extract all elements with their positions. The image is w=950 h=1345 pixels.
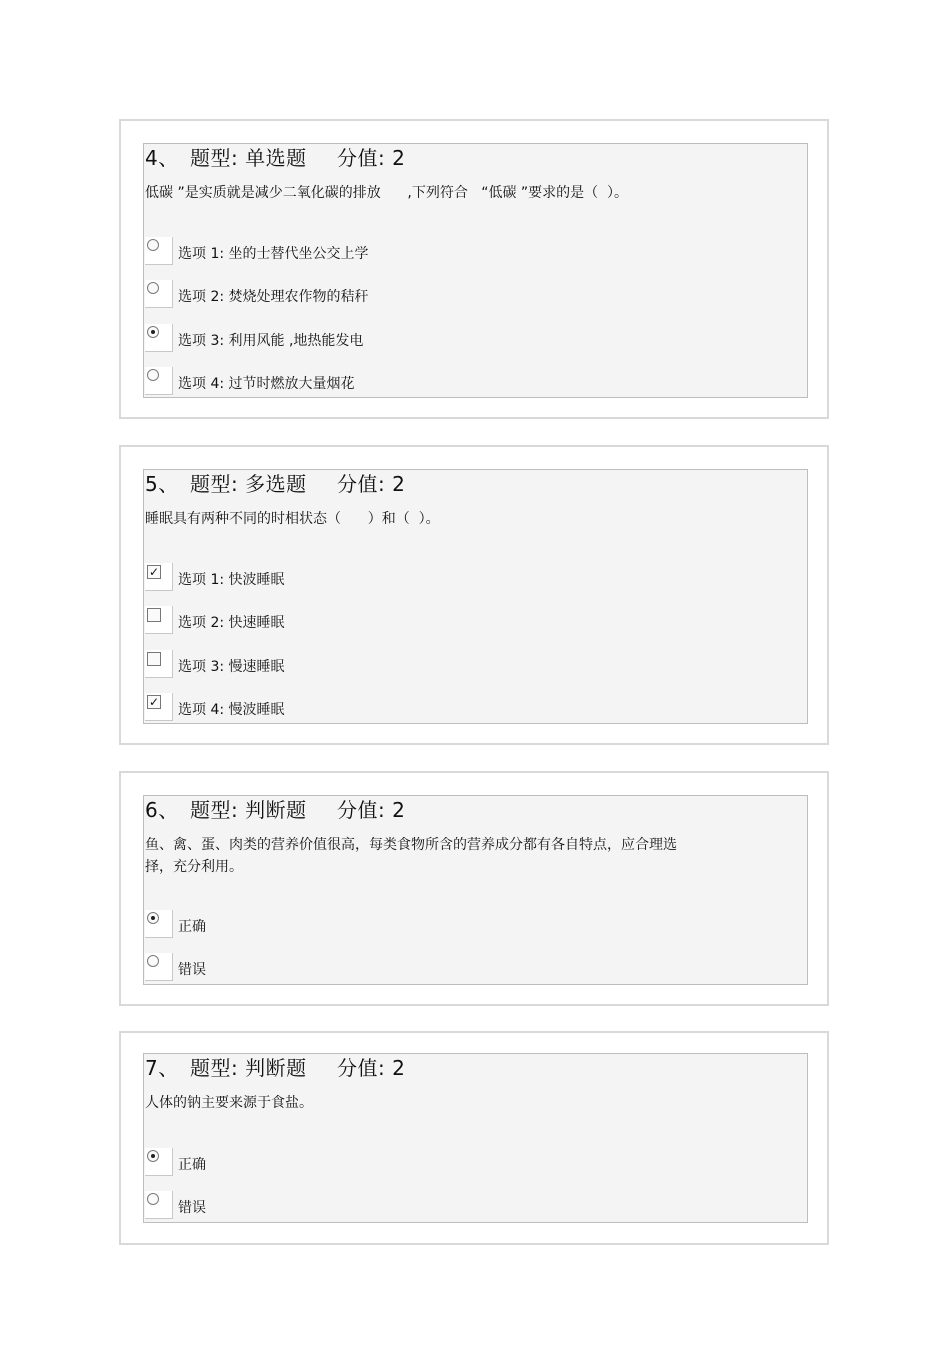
radio-unchecked-icon bbox=[147, 369, 159, 381]
option-true[interactable] bbox=[144, 1148, 544, 1178]
question-header bbox=[145, 146, 405, 170]
option-4[interactable] bbox=[144, 693, 544, 723]
question-type: 题型: 多选题 bbox=[190, 472, 307, 496]
question-header bbox=[145, 798, 405, 822]
question-text: 人体的钠主要来源于食盐。 bbox=[145, 1095, 313, 1111]
question-score: 分值: 2 bbox=[337, 472, 406, 496]
option-2[interactable] bbox=[144, 280, 544, 310]
radio-button[interactable] bbox=[145, 280, 173, 308]
question-type: 题型: 判断题 bbox=[190, 1056, 307, 1080]
option-2[interactable] bbox=[144, 606, 544, 636]
question-panel-4 bbox=[143, 143, 808, 398]
option-label: 选项 1: 坐的士替代坐公交上学 bbox=[178, 246, 369, 262]
option-label: 正确 bbox=[178, 919, 206, 935]
checkbox-checked-icon: ✓ bbox=[148, 565, 160, 579]
question-card-5 bbox=[119, 445, 829, 745]
option-false[interactable] bbox=[144, 953, 544, 983]
checkbox-checked-icon: ✓ bbox=[148, 695, 160, 709]
option-label: 选项 3: 利用风能 ,地热能发电 bbox=[178, 333, 364, 349]
question-header bbox=[145, 1056, 405, 1080]
question-number: 7、 bbox=[145, 1056, 179, 1080]
question-score: 分值: 2 bbox=[337, 1056, 406, 1080]
question-type: 题型: 单选题 bbox=[190, 146, 307, 170]
question-text: 鱼、禽、蛋、肉类的营养价值很高，每类食物所含的营养成分都有各自特点，应合理选 择，充分利用。 bbox=[145, 837, 677, 875]
question-number: 4、 bbox=[145, 146, 179, 170]
radio-checked-icon bbox=[147, 912, 159, 924]
question-text: 低碳 ”是实质就是减少二氧化碳的排放 ,下列符合 “低碳 ”要求的是（ ）。 bbox=[145, 185, 629, 201]
question-score: 分值: 2 bbox=[337, 798, 406, 822]
option-4[interactable] bbox=[144, 367, 544, 397]
radio-button[interactable] bbox=[145, 910, 173, 938]
question-score: 分值: 2 bbox=[337, 146, 406, 170]
option-1[interactable] bbox=[144, 563, 544, 593]
question-number: 5、 bbox=[145, 472, 179, 496]
question-card-4 bbox=[119, 119, 829, 419]
option-3[interactable] bbox=[144, 324, 544, 354]
radio-button[interactable] bbox=[145, 1191, 173, 1219]
option-1[interactable] bbox=[144, 237, 544, 267]
option-false[interactable] bbox=[144, 1191, 544, 1221]
option-label: 选项 2: 焚烧处理农作物的秸秆 bbox=[178, 289, 369, 305]
radio-unchecked-icon bbox=[147, 1193, 159, 1205]
question-number: 6、 bbox=[145, 798, 179, 822]
question-text: 睡眠具有两种不同的时相状态（ ）和（ ）。 bbox=[145, 511, 440, 527]
option-3[interactable] bbox=[144, 650, 544, 680]
question-card-7 bbox=[119, 1031, 829, 1245]
radio-unchecked-icon bbox=[147, 239, 159, 251]
option-label: 错误 bbox=[178, 962, 206, 978]
radio-button[interactable] bbox=[145, 367, 173, 395]
checkbox[interactable] bbox=[145, 563, 173, 591]
option-label: 选项 3: 慢速睡眠 bbox=[178, 659, 285, 675]
question-header bbox=[145, 472, 405, 496]
option-label: 选项 4: 慢波睡眠 bbox=[178, 702, 285, 718]
radio-checked-icon bbox=[147, 326, 159, 338]
option-label: 正确 bbox=[178, 1157, 206, 1173]
checkbox[interactable] bbox=[145, 693, 173, 721]
question-panel-7 bbox=[143, 1053, 808, 1223]
radio-button[interactable] bbox=[145, 953, 173, 981]
option-label: 选项 4: 过节时燃放大量烟花 bbox=[178, 376, 355, 392]
question-panel-5 bbox=[143, 469, 808, 724]
radio-unchecked-icon bbox=[147, 282, 159, 294]
option-label: 选项 2: 快速睡眠 bbox=[178, 615, 285, 631]
question-panel-6 bbox=[143, 795, 808, 985]
option-label: 错误 bbox=[178, 1200, 206, 1216]
checkbox-unchecked-icon bbox=[147, 608, 161, 622]
checkbox[interactable] bbox=[145, 650, 173, 678]
option-label: 选项 1: 快波睡眠 bbox=[178, 572, 285, 588]
question-type: 题型: 判断题 bbox=[190, 798, 307, 822]
radio-button[interactable] bbox=[145, 1148, 173, 1176]
radio-unchecked-icon bbox=[147, 955, 159, 967]
question-card-6 bbox=[119, 771, 829, 1006]
option-true[interactable] bbox=[144, 910, 544, 940]
radio-button[interactable] bbox=[145, 324, 173, 352]
checkbox-unchecked-icon bbox=[147, 652, 161, 666]
checkbox[interactable] bbox=[145, 606, 173, 634]
radio-button[interactable] bbox=[145, 237, 173, 265]
radio-checked-icon bbox=[147, 1150, 159, 1162]
